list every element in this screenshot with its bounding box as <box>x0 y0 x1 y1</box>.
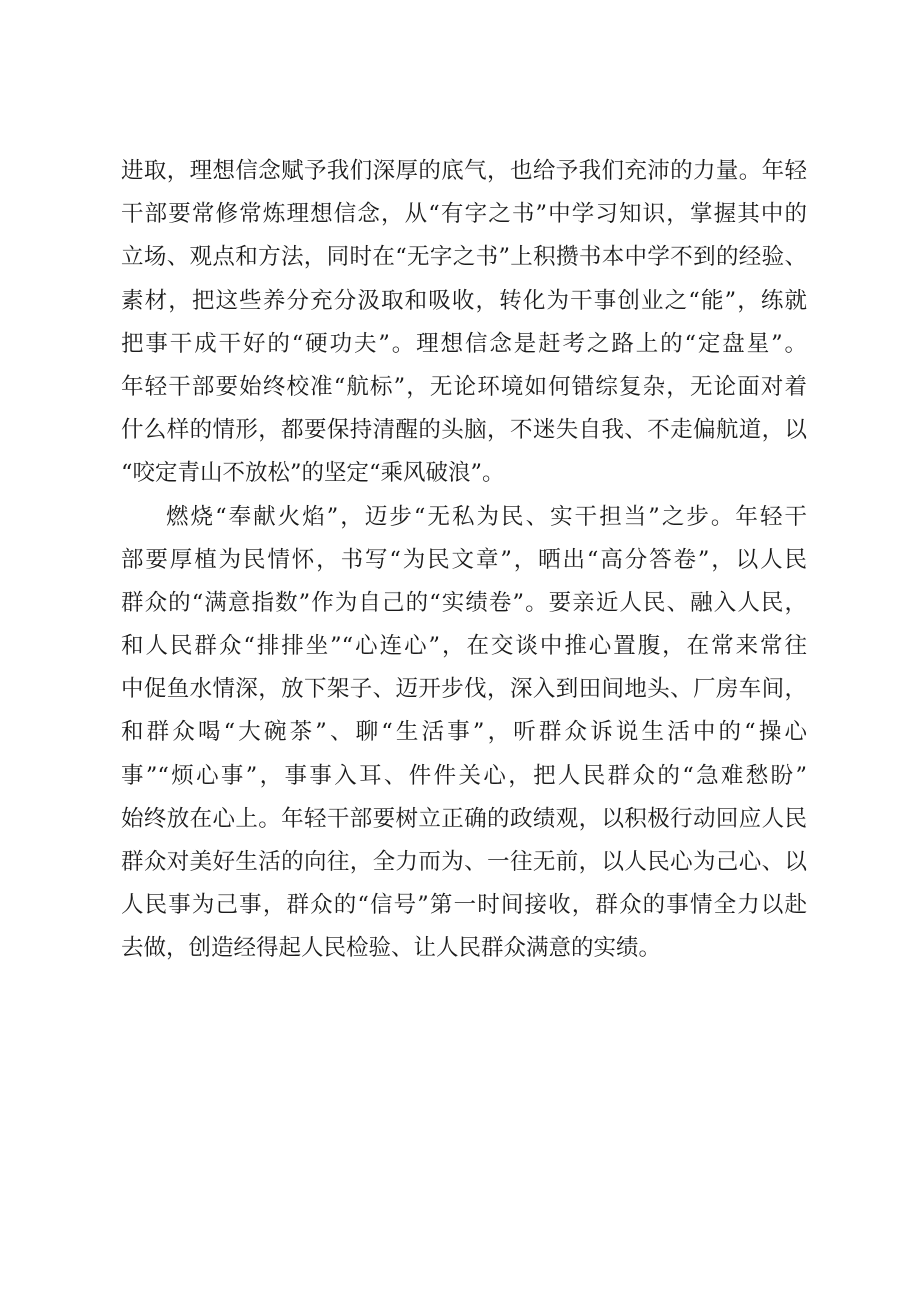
text-line: 人民事为己事，群众的“信号”第一时间接收，群众的事情全力以赴 <box>121 892 807 919</box>
text-line: 干部要常修常炼理想信念，从“有字之书”中学习知识，掌握其中的 <box>121 201 807 228</box>
text-line: 事”“烦心事”，事事入耳、件件关心，把人民群众的“急难愁盼” <box>121 762 807 789</box>
text-line: 始终放在心上。年轻干部要树立正确的政绩观，以积极行动回应人民 <box>121 805 807 832</box>
text-line: 什么样的情形，都要保持清醒的头脑，不迷失自我、不走偏航道，以 <box>121 417 807 444</box>
text-line: 部要厚植为民情怀，书写“为民文章”，晒出“高分答卷”，以人民 <box>121 546 807 573</box>
text-line: 把事干成干好的“硬功夫”。理想信念是赶考之路上的“定盘星”。 <box>121 330 807 357</box>
text-line: 群众的“满意指数”作为自己的“实绩卷”。要亲近人民、融入人民， <box>121 589 807 616</box>
text-line: 中促鱼水情深，放下架子、迈开步伐，深入到田间地头、厂房车间， <box>121 676 807 703</box>
paragraph-1 <box>121 150 807 496</box>
text-line: 燃烧“奉献火焰”，迈步“无私为民、实干担当”之步。年轻干 <box>166 503 807 530</box>
body-text <box>121 150 807 971</box>
text-line: 年轻干部要始终校准“航标”，无论环境如何错综复杂，无论面对着 <box>121 373 807 400</box>
text-line: 和群众喝“大碗茶”、聊“生活事”，听群众诉说生活中的“操心 <box>121 719 807 746</box>
text-line: 立场、观点和方法，同时在“无字之书”上积攒书本中学不到的经验、 <box>121 244 807 271</box>
text-line: 进取，理想信念赋予我们深厚的底气，也给予我们充沛的力量。年轻 <box>121 158 807 184</box>
text-line: 和人民群众“排排坐”“心连心”，在交谈中推心置腹，在常来常往 <box>121 633 807 660</box>
text-line: “咬定青山不放松”的坚定“乘风破浪”。 <box>121 460 505 487</box>
text-line: 素材，把这些养分充分汲取和吸收，转化为干事创业之“能”，练就 <box>121 287 807 314</box>
text-line: 去做，创造经得起人民检验、让人民群众满意的实绩。 <box>121 935 662 962</box>
paragraph-2 <box>121 496 807 971</box>
text-line: 群众对美好生活的向往，全力而为、一往无前，以人民心为己心、以 <box>121 849 807 875</box>
